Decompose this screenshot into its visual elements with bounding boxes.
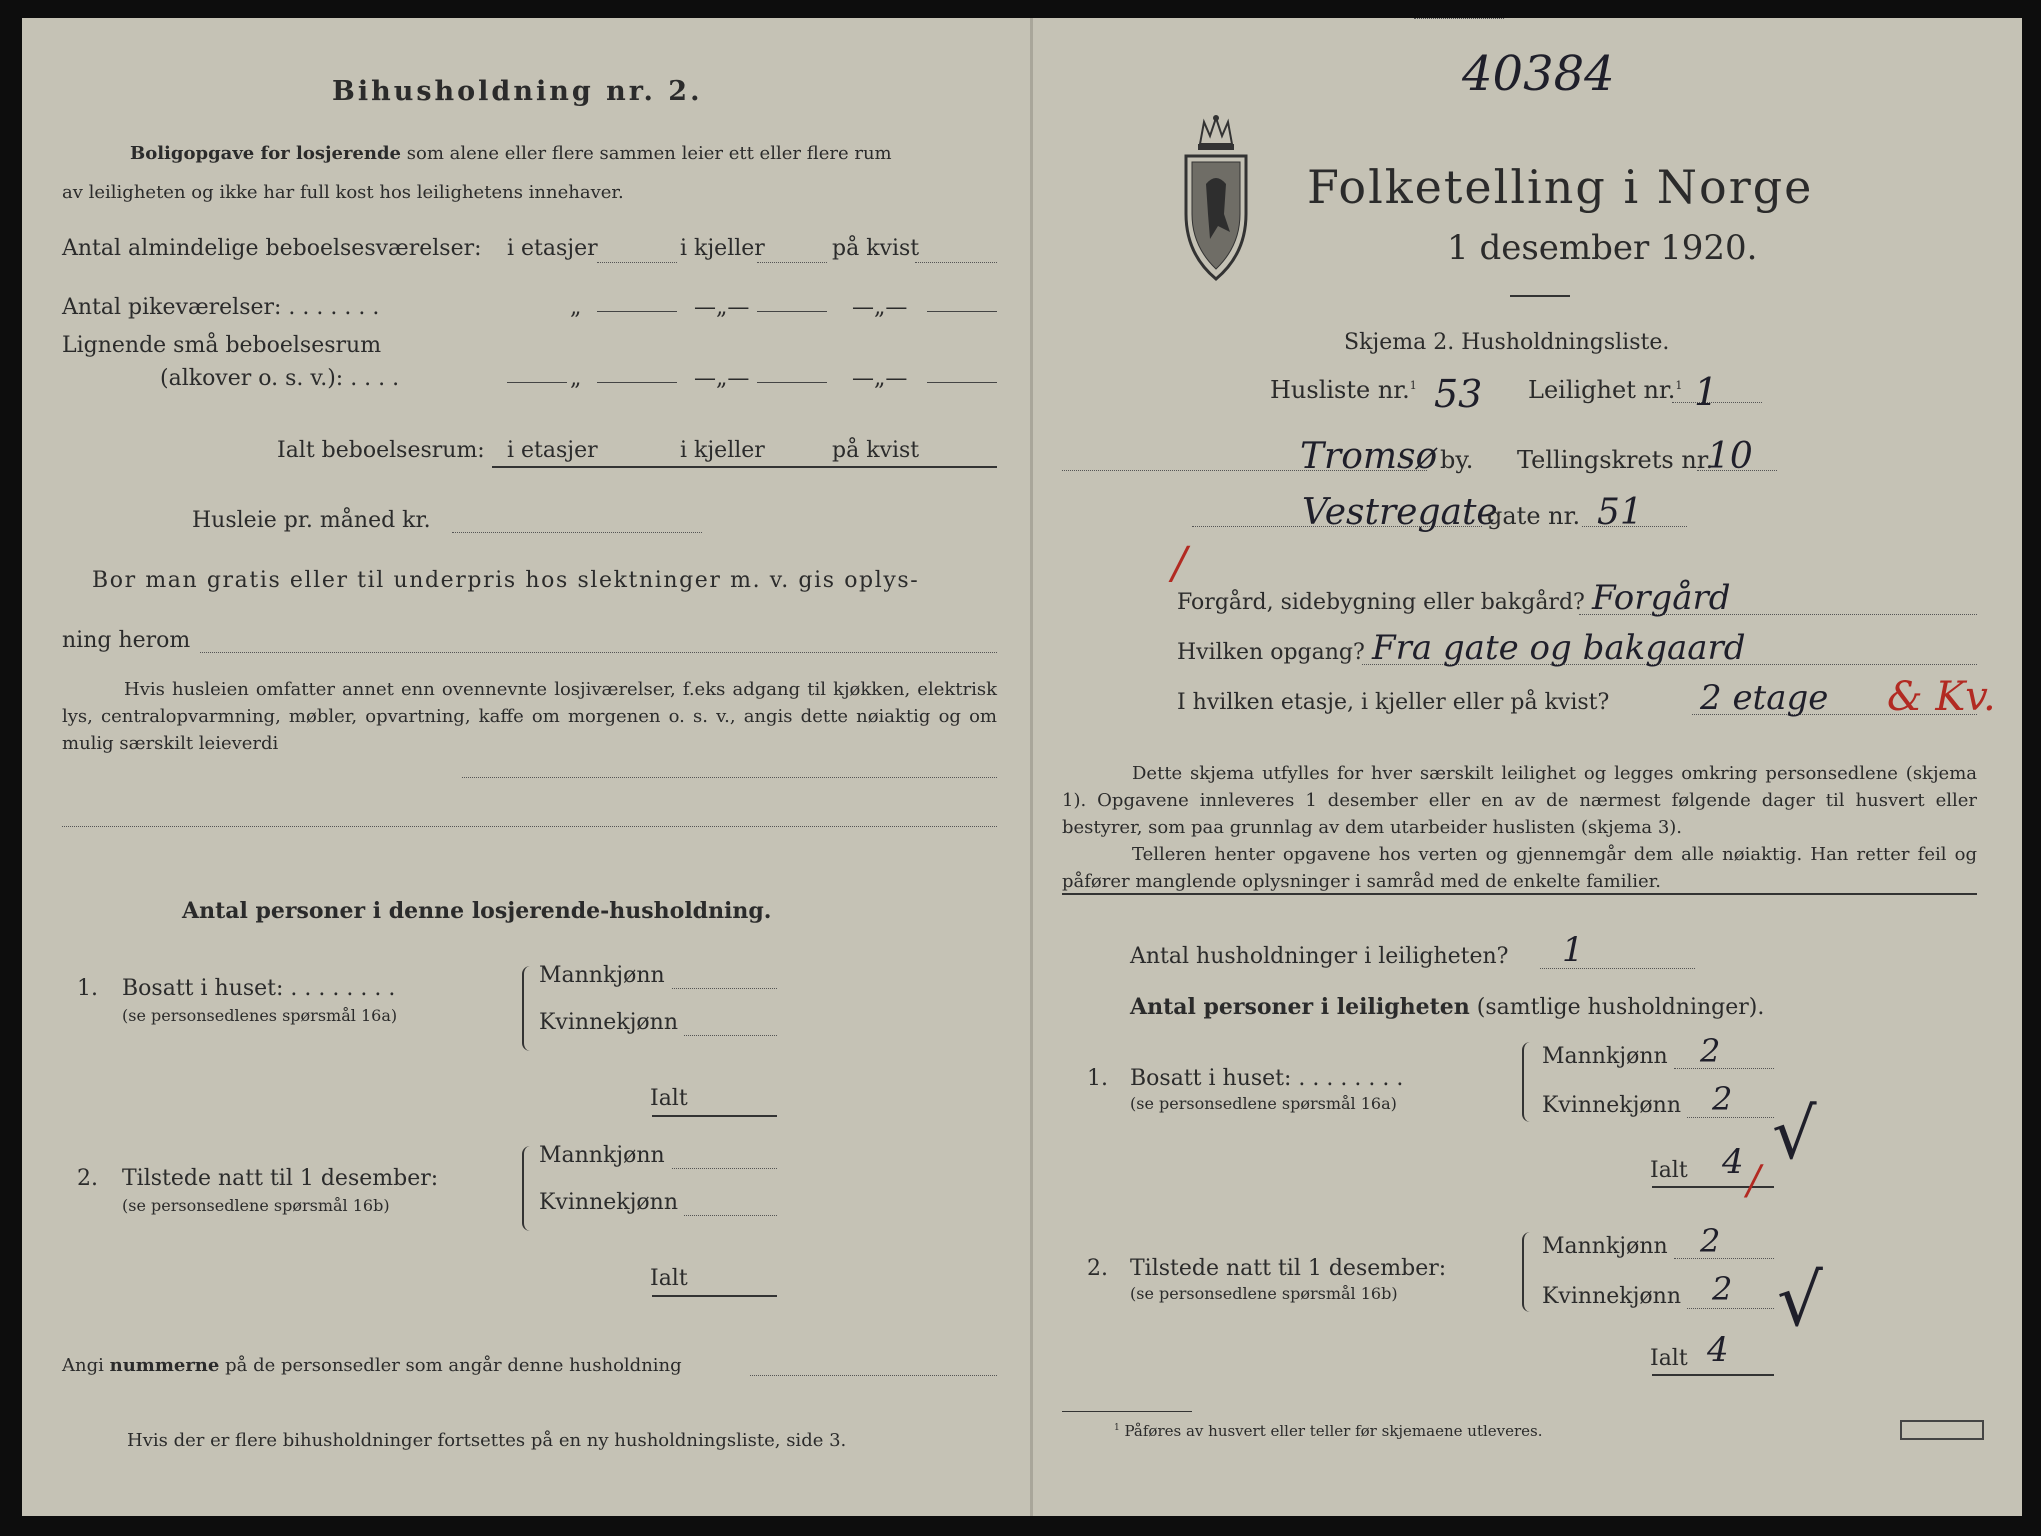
intro-line-2: av leiligheten og ikke har full kost hos leilighetens innehaver.	[62, 182, 624, 203]
q2-mann-label: Mannkjønn	[1542, 1234, 1668, 1259]
pike-kvist-field[interactable]	[927, 311, 997, 312]
q2-mann-label: Mannkjønn	[539, 1143, 665, 1168]
footnote-rule	[1062, 1411, 1192, 1412]
husliste-field[interactable]	[1414, 18, 1504, 19]
alkover-dash	[507, 382, 567, 383]
hvis-paragraph: Hvis husleien omfatter annet enn ovennevnte losjiværelser, f.eks adgang til kjøkken, elektrisk lys, centralopvarmning, møbler, opvartning, kaffe om morgenen o. s. v., angis dette nøiaktig og om mulig særskilt leieverdi	[62, 679, 997, 754]
ditto-mark: —„—	[852, 366, 908, 391]
antal-personer-heading: Antal personer i denne losjerende-husholdning.	[182, 898, 772, 924]
etasje-red-note: & Kv.	[1887, 674, 1996, 720]
antal-pers-bold: Antal personer i leiligheten	[1130, 994, 1470, 1020]
ialt-rule	[492, 466, 997, 468]
paa-kvist-label: på kvist	[832, 236, 920, 261]
ditto-mark: —„—	[694, 295, 750, 320]
q2-kvinne-field[interactable]	[684, 1215, 777, 1216]
gate-label: gate nr.	[1487, 502, 1581, 530]
q2-ialt-label: Ialt	[1650, 1346, 1688, 1371]
antal-alm-label: Antal almindelige beboelsesværelser:	[62, 236, 482, 261]
etasje-label: I hvilken etasje, i kjeller eller på kvist?	[1177, 690, 1610, 715]
q2-ialt-rule	[1652, 1374, 1774, 1376]
q1-check-mark: √	[1772, 1093, 1817, 1175]
alkover-label: (alkover o. s. v.): . . . .	[160, 366, 400, 391]
q1-mann-label: Mannkjønn	[1542, 1044, 1668, 1069]
q2-ialt-rule	[652, 1295, 777, 1297]
husliste-value: 53	[1434, 372, 1483, 416]
angi-bold: nummerne	[109, 1355, 220, 1376]
i-etasjer-label: i etasjer	[507, 236, 598, 261]
q1-mann-field[interactable]	[1674, 1068, 1774, 1069]
form-date: 1 desember 1920.	[1447, 228, 1758, 268]
paa-kvist-label: på kvist	[832, 438, 920, 463]
q2-bracket	[522, 1146, 534, 1231]
by-label: by.	[1440, 446, 1474, 474]
q1-kvinne-label: Kvinnekjønn	[539, 1010, 678, 1035]
gate-value: Vestregate	[1302, 492, 1498, 533]
q1-ialt-rule	[652, 1115, 777, 1117]
husleie-field[interactable]	[452, 532, 702, 533]
q1-ialt-label: Ialt	[650, 1086, 688, 1111]
q2-label: Tilstede natt til 1 desember:	[1130, 1256, 1447, 1281]
leieverdi-field[interactable]	[462, 777, 997, 778]
form-title: Folketelling i Norge	[1307, 160, 1814, 214]
q2-number: 2.	[1087, 1256, 1108, 1281]
q1-label: Bosatt i huset: . . . . . . . .	[122, 976, 396, 1001]
q2-mann-field[interactable]	[672, 1168, 777, 1169]
tellingskrets-value: 10	[1707, 436, 1753, 477]
ning-herom-label: ning herom	[62, 628, 191, 653]
tellingskrets-label: Tellingskrets nr.	[1517, 446, 1714, 474]
printer-stamp	[1900, 1420, 1984, 1440]
title-rule	[1510, 295, 1570, 297]
hvis-flere-text: Hvis der er flere bihusholdninger fortsettes på en ny husholdningsliste, side 3.	[127, 1430, 847, 1451]
i-kjeller-label: i kjeller	[680, 438, 765, 463]
ditto-mark: „	[570, 366, 582, 391]
q2-ialt-label: Ialt	[650, 1266, 688, 1291]
by-value: Tromsø	[1300, 436, 1438, 477]
husliste-label: Husliste nr.$^1$	[1270, 376, 1417, 404]
i-kjeller-label: i kjeller	[680, 236, 765, 261]
census-form	[22, 18, 2022, 1516]
q1-bracket	[522, 966, 534, 1051]
angi-field[interactable]	[750, 1375, 997, 1376]
opgang-value: Fra gate og bakgaard	[1372, 628, 1746, 668]
angi-line	[62, 1355, 682, 1376]
q2-label: Tilstede natt til 1 desember:	[122, 1166, 439, 1191]
q2-kvinne-value: 2	[1712, 1270, 1733, 1308]
alkover-kvist-field[interactable]	[927, 382, 997, 383]
q1-sub: (se personsedlene spørsmål 16a)	[1130, 1094, 1397, 1113]
intro-line-1	[130, 143, 892, 164]
skjema-label: Skjema 2. Husholdningsliste.	[1344, 330, 1670, 355]
intro-bold: Boligopgave for losjerende	[130, 143, 402, 164]
opgang-label: Hvilken opgang?	[1177, 640, 1365, 665]
forgard-label: Forgård, sidebygning eller bakgård?	[1177, 590, 1585, 615]
q2-mann-field[interactable]	[1674, 1258, 1774, 1259]
q1-label: Bosatt i huset: . . . . . . . .	[1130, 1066, 1404, 1091]
left-title: Bihusholdning nr. 2.	[332, 76, 703, 107]
q2-sub: (se personsedlene spørsmål 16b)	[1130, 1284, 1398, 1303]
i-etasjer-label: i etasjer	[507, 438, 598, 463]
herom-field[interactable]	[200, 652, 997, 653]
angi-pre: Angi	[62, 1355, 104, 1376]
q1-number: 1.	[1087, 1066, 1108, 1091]
left-page	[22, 18, 1032, 1516]
etasjer-field[interactable]	[597, 262, 677, 263]
q1-mann-field[interactable]	[672, 988, 777, 989]
q2-kvinne-field[interactable]	[1687, 1308, 1774, 1309]
red-tick-mark: /	[1172, 538, 1187, 589]
antal-hush-label: Antal husholdninger i leiligheten?	[1130, 944, 1509, 969]
kvist-field[interactable]	[915, 262, 997, 263]
instructions-para-1: Dette skjema utfylles for hver særskilt leilighet og legges omkring personsedlene (skjema 1). Opgavene innleveres 1 desember eller en av de nærmest følgende dager til husvert eller bestyrer, som paa grunnlag av dem utarbeider huslisten (skjema 3).	[1062, 763, 1977, 838]
q2-sub: (se personsedlene spørsmål 16b)	[122, 1196, 390, 1215]
leilighet-value: 1	[1694, 370, 1719, 414]
footnote-text: $^1$ Påføres av husvert eller teller før skjemaene utleveres.	[1114, 1422, 1543, 1440]
q1-kvinne-label: Kvinnekjønn	[1542, 1093, 1681, 1118]
q2-kvinne-label: Kvinnekjønn	[1542, 1284, 1681, 1309]
q1-kvinne-value: 2	[1712, 1080, 1733, 1118]
antal-pers-rest: (samtlige husholdninger).	[1476, 995, 1765, 1020]
q2-number: 2.	[77, 1166, 98, 1191]
pike-kjeller-field[interactable]	[757, 311, 827, 312]
gate-nr-value: 51	[1597, 492, 1643, 533]
q1-ialt-value: 4	[1722, 1142, 1744, 1182]
ialt-rum-label: Ialt beboelsesrum:	[277, 438, 485, 463]
alkover-kjeller-field[interactable]	[757, 382, 827, 383]
husleie-label: Husleie pr. måned kr.	[192, 508, 431, 533]
q2-check-mark: √	[1777, 1258, 1823, 1342]
q2-mann-value: 2	[1700, 1222, 1721, 1260]
right-page	[1032, 18, 2022, 1516]
q1-ialt-label: Ialt	[1650, 1158, 1688, 1183]
ditto-mark: —„—	[694, 366, 750, 391]
etasje-value: 2 etage	[1700, 678, 1829, 718]
alkover-etasjer-field[interactable]	[597, 382, 677, 383]
archive-number: 40384	[1462, 46, 1615, 102]
ditto-mark: —„—	[852, 295, 908, 320]
pike-etasjer-field[interactable]	[597, 311, 677, 312]
q1-sub: (se personsedlenes spørsmål 16a)	[122, 1006, 398, 1025]
q1-kvinne-field[interactable]	[684, 1035, 777, 1036]
angi-rest: på de personsedler som angår denne husholdning	[225, 1355, 682, 1376]
forgard-value: Forgård	[1592, 578, 1731, 618]
q1-number: 1.	[77, 976, 98, 1001]
instructions-rule	[1062, 893, 1977, 895]
kjeller-field[interactable]	[757, 262, 827, 263]
q1-bracket	[1522, 1042, 1534, 1122]
leilighet-label: Leilighet nr.$^1$	[1528, 376, 1683, 404]
antal-pers-heading	[1130, 994, 1764, 1020]
ditto-mark: „	[570, 295, 582, 320]
q1-mann-value: 2	[1700, 1032, 1721, 1070]
antal-pike-label: Antal pikeværelser: . . . . . . .	[62, 295, 380, 320]
intro-rest: som alene eller flere sammen leier ett eller flere rum	[406, 143, 892, 164]
coat-of-arms-icon	[1180, 114, 1252, 284]
bor-man-text: Bor man gratis eller til underpris hos slektninger m. v. gis oplys-	[92, 568, 920, 593]
instructions-para-2: Telleren henter opgavene hos verten og gjennemgår dem alle nøiaktig. Han retter feil og påfører manglende oplysninger i samråd med de enkelte familier.	[1062, 844, 1977, 892]
lignende-label: Lignende små beboelsesrum	[62, 333, 382, 358]
q2-kvinne-label: Kvinnekjønn	[539, 1190, 678, 1215]
q2-bracket	[1522, 1232, 1534, 1312]
q2-ialt-value: 4	[1707, 1330, 1729, 1370]
q1-mann-label: Mannkjønn	[539, 963, 665, 988]
leieverdi-field-2[interactable]	[62, 826, 997, 827]
q1-red-mark: /	[1747, 1158, 1761, 1204]
antal-hush-value: 1	[1562, 930, 1584, 970]
